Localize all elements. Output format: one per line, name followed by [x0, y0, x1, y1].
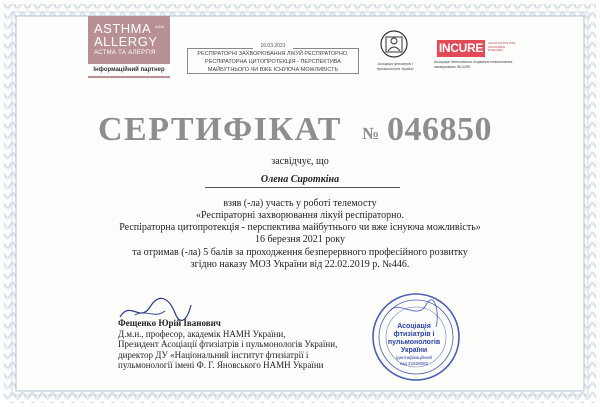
signatory-line1: Д.м.н., професор, академік НАМН України, [118, 328, 286, 339]
signatory-name: Фещенко Юрій Іванович [118, 318, 221, 328]
stamp-line2: фтизіатрів і [393, 331, 435, 338]
sponsor-line3: АСТМА ТА АЛЕРГІЯ [94, 50, 156, 56]
event-line1: РЕСПІРАТОРНІ ЗАХВОРЮВАННЯ ЛІКУЙ РЕСПІРАТОРНО. [197, 51, 349, 57]
sponsor-caption: Інформаційний партнер [88, 64, 170, 76]
stamp-line4: України [400, 347, 428, 354]
stamp-line3: пульмонологів [387, 339, 441, 346]
certificate-title: СЕРТИФІКАТ [98, 111, 342, 148]
signatory-line2: Президент Асоціації фтизіатрів і пульмонологів України, [118, 339, 338, 349]
signatory-block [118, 318, 358, 371]
signatory-line4: пульмонології імені Ф. Г. Яновського НАМН України [118, 360, 324, 370]
sponsor-sup: ASIA [155, 24, 165, 29]
event-line2: РЕСПІРАТОРНА ЦИТОПРОТЕКЦІЯ - ПЕРСПЕКТИВА [205, 59, 341, 65]
event-line3: МАЙБУТНЬОГО ЧИ ВЖЕ ІСНУЮЧА МОЖЛИВІСТЬ [207, 67, 339, 73]
event-box [187, 48, 359, 74]
stamp-line1: Асоціація [397, 323, 431, 330]
incure-caption: Асоціація інтенсивного лікування невиліковних захворювань INCURE [434, 60, 513, 69]
signatory-line3: директор ДУ «Національний інститут фтизіатрії і [118, 349, 309, 360]
sponsor-line2: ALLERGY [94, 34, 158, 49]
body-line1: взяв (-ла) участь у роботі телемосту [223, 198, 377, 209]
stamp-line5: ідентифікаційний [395, 355, 433, 360]
body-line6: згідно наказу МОЗ України від 22.02.2019 р. №446. [190, 259, 410, 270]
body-line4: 16 березня 2021 року [254, 234, 346, 245]
number-sign: № [362, 124, 380, 143]
stamp-text [384, 323, 444, 366]
body-line3: Респіраторна цитопротекція - перспектива майбутнього чи вже існуюча можливість» [119, 222, 481, 233]
incure-logo: INCURE [438, 41, 484, 55]
name-underline [205, 187, 400, 188]
recipient-name: Олена Сироткіна [260, 174, 340, 185]
association-logo-icon [374, 29, 414, 61]
body-line5: та отримав (-ла) 5 балів за проходження безперервного професійного розвитку [132, 247, 468, 258]
stamp-line6: код 21526082 [399, 360, 429, 366]
body-line2: «Респіраторні захворювання лікуй респіраторно. [196, 210, 404, 221]
certifies-text: засвідчує, що [271, 156, 329, 167]
certificate-number: 046850 [387, 111, 492, 148]
event-date: 16.03.2021 [253, 42, 293, 50]
incure-side-text: ASSOCIATION FOR INCURABLE DISEASES [488, 41, 516, 53]
sponsor-line1: ASTHMA [94, 21, 152, 36]
association-caption: Асоціація фтизіатрів і пульмонологів України [376, 62, 414, 71]
